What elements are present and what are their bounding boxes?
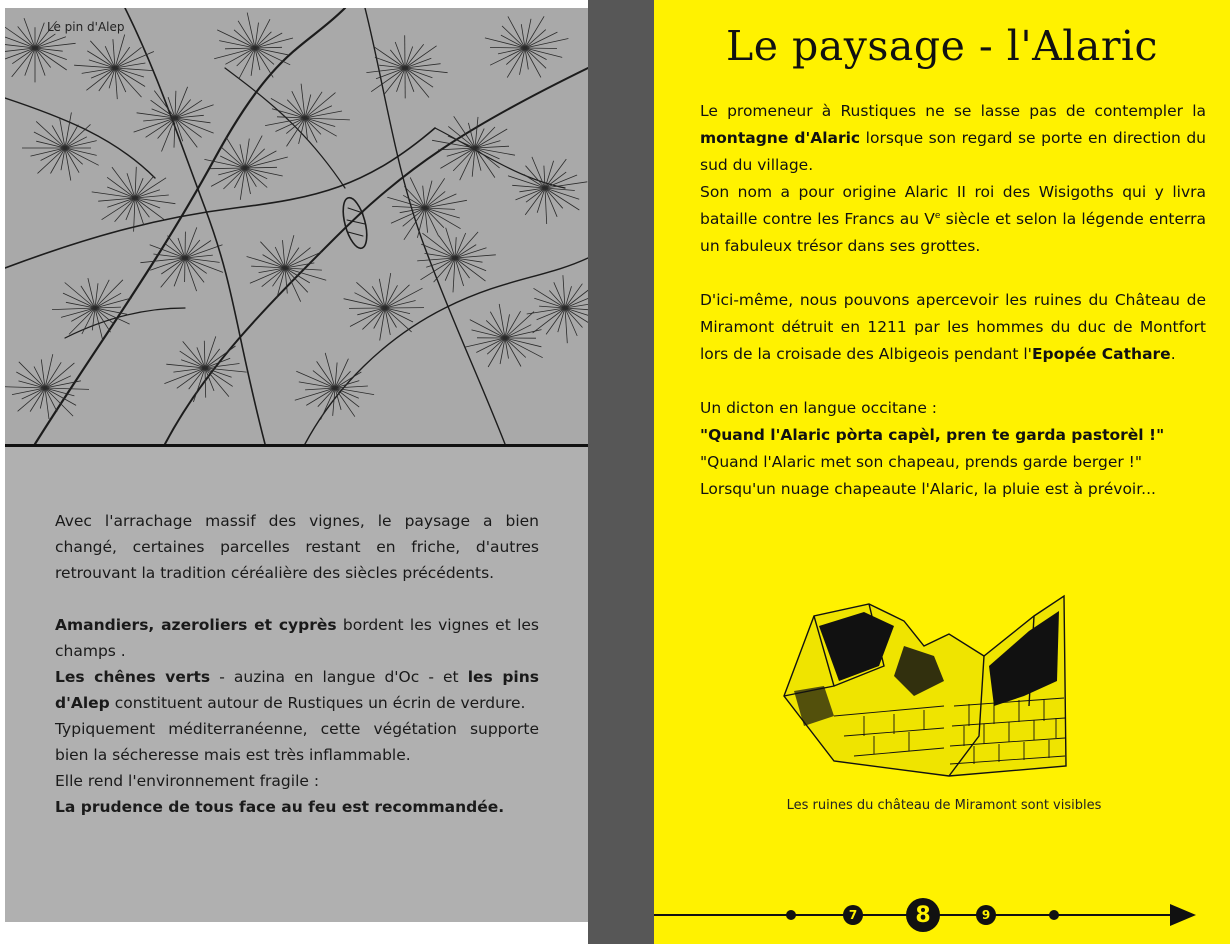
ruins-caption: Les ruines du château de Miramont sont visibles	[786, 798, 1102, 813]
paragraph-fragile: Elle rend l'environnement fragile :	[55, 772, 320, 790]
p3-text-a: D'ici-même, nous pouvons apercevoir les ruines du Château de Miramont détruit en 1211 par les hommes du duc de Montfort lors de la croisade des Albigeois pendant l'	[700, 291, 1206, 363]
pines-bold-text: les pins d'Alep	[55, 668, 540, 712]
trees-bold-text: Amandiers, azeroliers et cyprès	[55, 616, 337, 634]
paragraph-miramont	[700, 287, 1206, 368]
century-superscript: e	[934, 210, 941, 221]
paragraph-trees	[55, 612, 539, 664]
nav-page-next[interactable]: 9	[976, 905, 996, 925]
pine-photo	[5, 8, 588, 444]
pines-text: constituent autour de Rustiques un écrin de verdure.	[109, 694, 526, 712]
cathare-bold: Epopée Cathare	[1031, 345, 1171, 363]
pine-branches-illustration	[5, 8, 588, 444]
oaks-bold-text: Les chênes verts	[55, 668, 211, 686]
paragraph-vines: Avec l'arrachage massif des vignes, le paysage a bien changé, certaines parcelles restant en friche, d'autres retrouvant la tradition céréalière des siècles précédents.	[55, 512, 539, 582]
trees-text: bordent les vignes et les champs .	[55, 616, 539, 660]
p3-text-b: .	[1170, 345, 1176, 363]
next-arrow-icon[interactable]	[1170, 904, 1196, 926]
center-strip	[588, 0, 654, 944]
p2-text-a: Son nom a pour origine Alaric II roi des Wisigoths qui y livra bataille contre les Francs au V	[700, 183, 1206, 228]
paragraph-promeneur	[700, 98, 1206, 179]
dicton-occitan	[700, 422, 1206, 449]
right-body-text	[700, 98, 1206, 503]
photo-caption: Le pin d'Alep	[47, 20, 125, 34]
left-panel	[5, 8, 588, 922]
p1-text-b: lorsque son regard se porte en direction du sud du village.	[700, 129, 1207, 174]
nav-dot-far-prev[interactable]	[786, 910, 796, 920]
alaric-bold: montagne d'Alaric	[700, 129, 861, 147]
nav-dot-far-next[interactable]	[1049, 910, 1059, 920]
p1-text-a: Le promeneur à Rustiques ne se lasse pas de contempler la	[700, 102, 1206, 120]
nav-page-current[interactable]: 8	[906, 898, 940, 932]
paragraph-oaks-pines	[55, 664, 539, 716]
castle-ruins-sketch	[774, 586, 1074, 782]
dicton-french: "Quand l'Alaric met son chapeau, prends garde berger !"	[700, 453, 1142, 471]
page-navigation	[654, 900, 1230, 932]
fire-warning	[55, 794, 539, 820]
p2-text-b: siècle et selon la légende enterra un fabuleux trésor dans ses grottes.	[700, 210, 1206, 255]
dicton-occitan-bold: "Quand l'Alaric pòrta capèl, pren te garda pastorèl !"	[700, 426, 1165, 444]
divider-line	[5, 444, 588, 447]
nav-page-prev[interactable]: 7	[843, 905, 863, 925]
page-title: Le paysage - l'Alaric	[725, 22, 1158, 70]
dicton-meaning: Lorsqu'un nuage chapeaute l'Alaric, la pluie est à prévoir...	[700, 480, 1156, 498]
left-body-text	[55, 508, 539, 820]
paragraph-mediterranean: Typiquement méditerranéenne, cette végétation supporte bien la sécheresse mais est très inflammable.	[55, 720, 539, 764]
oaks-text: - auzina en langue d'Oc - et	[210, 668, 468, 686]
fire-warning-bold: La prudence de tous face au feu est recommandée.	[55, 798, 505, 816]
dicton-intro: Un dicton en langue occitane :	[700, 399, 938, 417]
paragraph-origin	[700, 179, 1206, 260]
right-panel	[654, 0, 1230, 944]
